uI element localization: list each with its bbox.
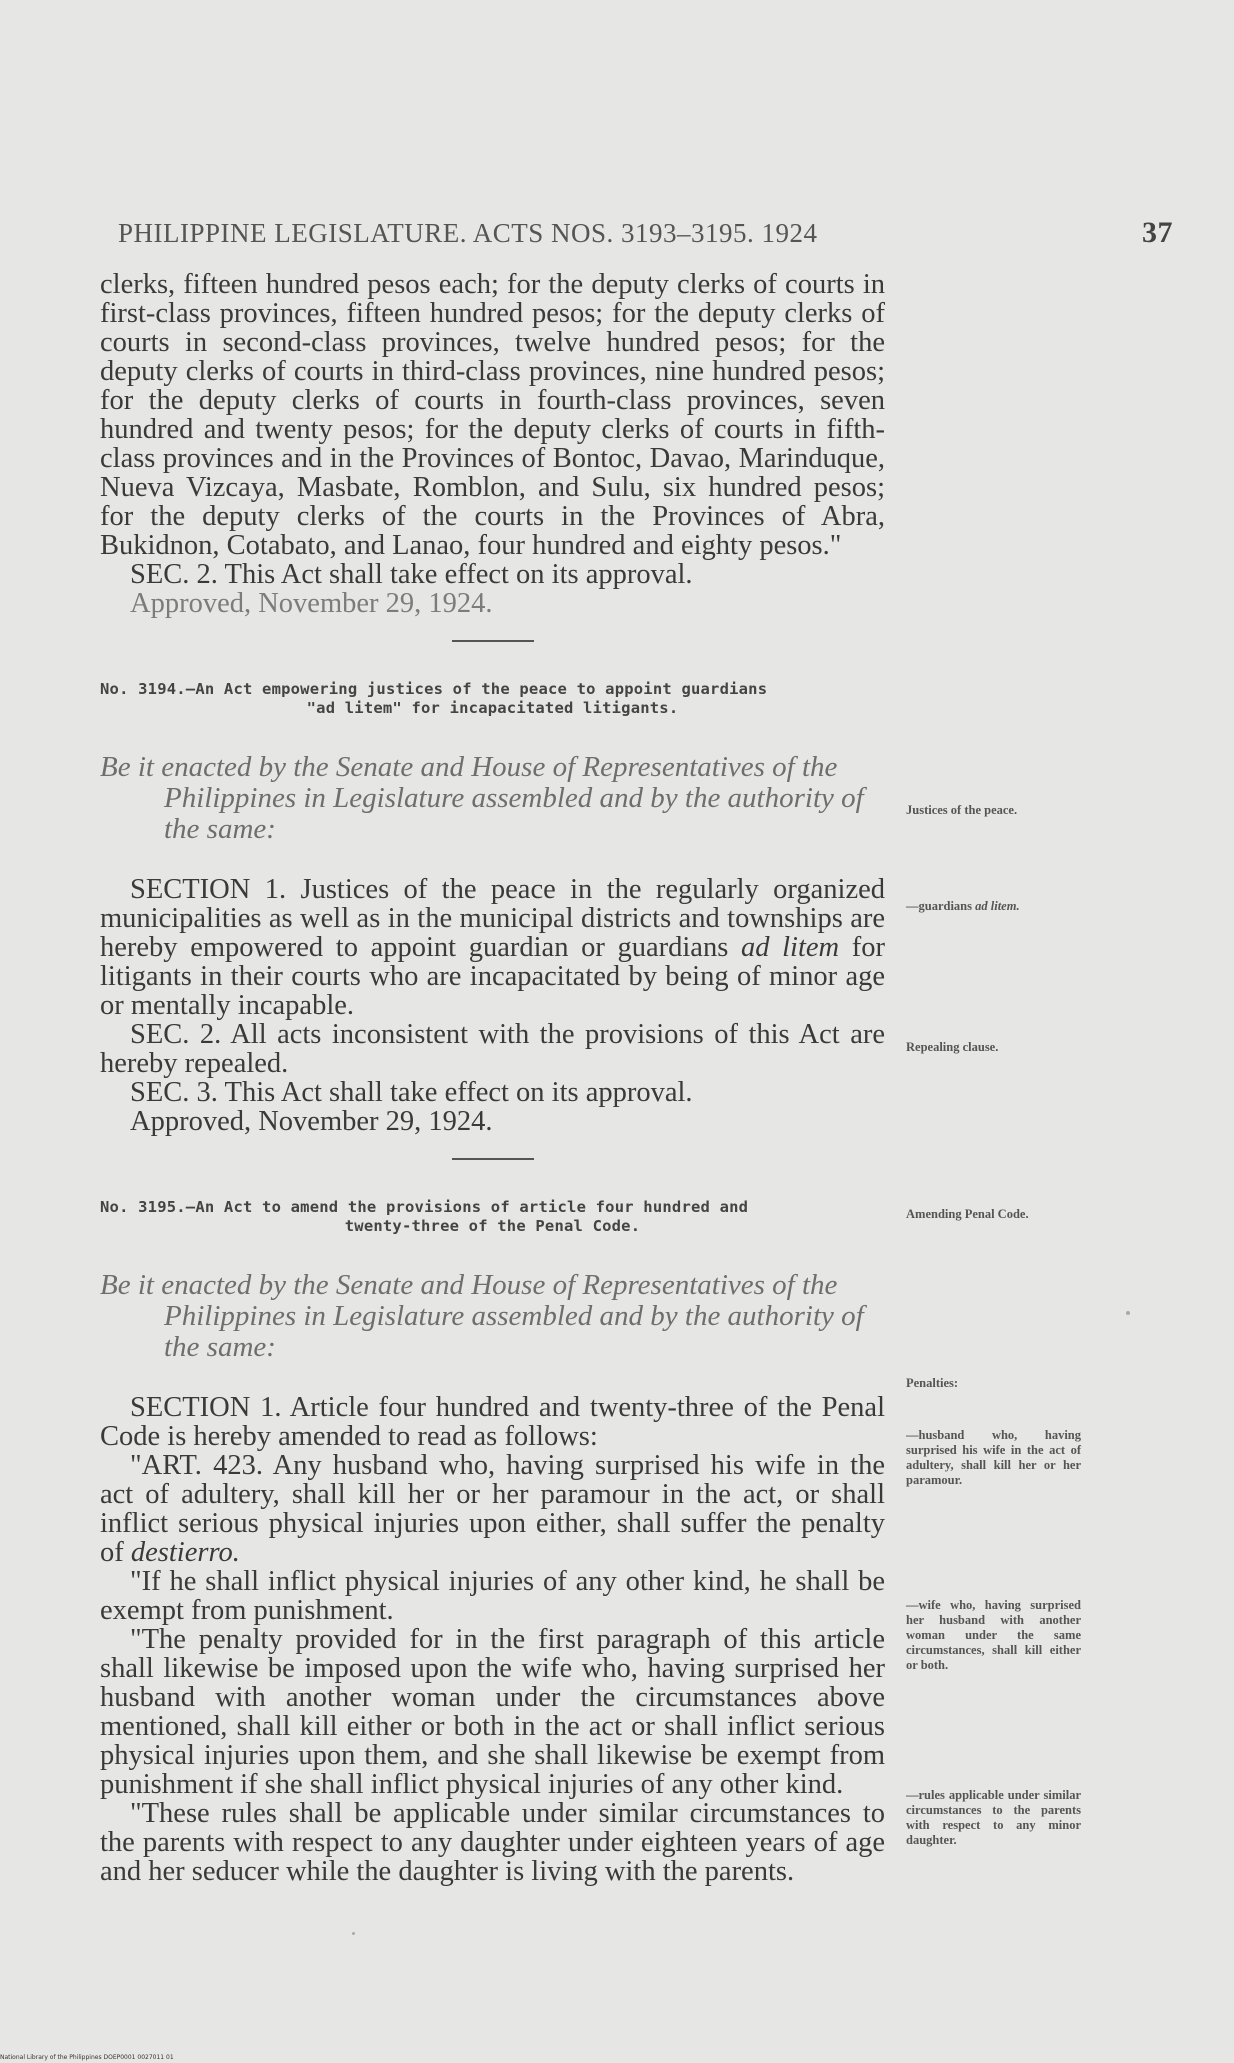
act3194-sec2-text: All acts inconsistent with the provisions of this Act are hereby repealed. (100, 1019, 885, 1079)
act3194-sec1 (100, 875, 885, 1020)
act3194-sec3 (100, 1078, 885, 1107)
section-divider (452, 1158, 534, 1160)
act3194-sec1-italic: ad litem (740, 932, 840, 963)
margin-note-guardians-prefix: —guardians (906, 899, 972, 913)
act3194-title (100, 680, 885, 718)
act3195-sec1-text: Article four hundred and twenty-three of the Penal Code is hereby amended to read as follows: (100, 1392, 885, 1452)
act3194-sec3-label: SEC. 3. (130, 1077, 218, 1108)
act3193-sec2-text: This Act shall take effect on its approval. (224, 559, 693, 590)
margin-note-repealing: Repealing clause. (906, 1040, 999, 1054)
act3193-tail-paragraph: clerks, fifteen hundred pesos each; for the deputy clerks of courts in first-class provinces, fifteen hundred pesos; for the deputy clerks of courts in second-class provinces, twelve hundred pesos; for the deputy clerks of courts in third-class provinces, nine hundred pesos; for the deputy clerks of courts in fourth-class provinces, seven hundred and twenty pesos; for the deputy clerks of courts in fifth-class provinces and in the Provinces of Bontoc, Davao, Marinduque, Nueva Vizcaya, Masbate, Romblon, and Sulu, six hundred pesos; for the deputy clerks of the courts in the Provinces of Abra, Bukidnon, Cotabato, and Lanao, four hundred and eighty pesos." (100, 269, 885, 561)
act3195-sec1-label: SECTION 1. (130, 1392, 282, 1423)
act3195-title-line2: twenty-three of the Penal Code. (344, 1217, 641, 1235)
act3195-paragraph-2: "If he shall inflict physical injuries of any other kind, he shall be exempt from punishment. (100, 1566, 885, 1626)
act3195-sec1 (100, 1393, 885, 1451)
margin-note-penalties: Penalties: (906, 1376, 959, 1390)
act3195-article-italic: destierro. (130, 1537, 240, 1568)
act3194-sec1-text-a: Justices of the peace in the regularly organized municipalities as well as in the municipal districts and townships are hereby empowered to appoint guardian or guardians (100, 874, 885, 963)
act3194-sec1-text-b: for litigants in their courts who are incapacitated by being of minor age or mentally incapable. (100, 932, 885, 1021)
act3195-enacting-clause: Be it enacted by the Senate and House of Representatives of the Philippines in Legislature assembled and by the authority of the same: (100, 1269, 864, 1363)
act3195-title-line1: No. 3195.—An Act to amend the provisions of article four hundred and (100, 1198, 749, 1216)
act3195-paragraph-4: "These rules shall be applicable under similar circumstances to the parents with respect to any daughter under eighteen years of age and her seducer while the daughter is living with the parents. (100, 1798, 885, 1887)
scan-credit: National Library of the Philippines DOEP0001 0027011 01 (0, 2054, 174, 2061)
page-number: 37 (1142, 216, 1173, 249)
act3194-sec2 (100, 1020, 885, 1078)
act3194-title-line1: No. 3194.—An Act empowering justices of the peace to appoint guardians (100, 680, 768, 698)
act3195-article-label: "ART. 423. (130, 1450, 263, 1481)
main-text-column (100, 270, 885, 1886)
act3193-sec2 (100, 560, 885, 589)
running-head-text: PHILIPPINE LEGISLATURE. ACTS NOS. 3193–3195. 1924 (118, 218, 818, 248)
act3195-article-423 (100, 1451, 885, 1567)
running-head (118, 218, 1173, 249)
margin-note-wife: —wife who, having surprised her husband with another woman under the same circumstances, shall kill either or both. (906, 1598, 1081, 1672)
paper-speck (352, 1932, 355, 1935)
paper-speck (1126, 1311, 1130, 1315)
act3194-sec1-label: SECTION 1. (130, 874, 287, 905)
margin-note-amending: Amending Penal Code. (906, 1207, 1029, 1221)
act3195-title (100, 1198, 885, 1236)
section-divider (452, 640, 534, 642)
act3194-approved: Approved, November 29, 1924. (130, 1106, 493, 1137)
margin-note-justices: Justices of the peace. (906, 803, 1018, 817)
margin-note-guardians-italic: ad litem. (975, 899, 1020, 913)
act3194-enacting-clause: Be it enacted by the Senate and House of Representatives of the Philippines in Legislature assembled and by the authority of the same: (100, 751, 864, 845)
margin-note-rules: —rules applicable under similar circumstances to the parents with respect to any minor daughter. (906, 1788, 1081, 1847)
margin-note-guardians (906, 899, 1081, 914)
act3195-paragraph-3: "The penalty provided for in the first paragraph of this article shall likewise be imposed upon the wife who, having surprised her husband with another woman under the circumstances above mentioned, shall kill either or both in the act or shall inflict serious physical injuries upon them, and she shall likewise be exempt from punishment if she shall inflict physical injuries of any other kind. (100, 1624, 885, 1800)
act3195-article-text: Any husband who, having surprised his wife in the act of adultery, shall kill her or her paramour in the act, or shall inflict serious physical injuries upon either, shall suffer the penalty of (100, 1450, 886, 1568)
act3193-sec2-label: SEC. 2. (130, 559, 218, 590)
margin-note-husband: —husband who, having surprised his wife in the act of adultery, shall kill her or her paramour. (906, 1428, 1081, 1487)
act3194-sec3-text: This Act shall take effect on its approval. (224, 1077, 693, 1108)
act3194-sec2-label: SEC. 2. (130, 1019, 222, 1050)
act3193-approved: Approved, November 29, 1924. (130, 588, 493, 619)
act3194-title-line2: "ad litem" for incapacitated litigants. (306, 699, 679, 717)
